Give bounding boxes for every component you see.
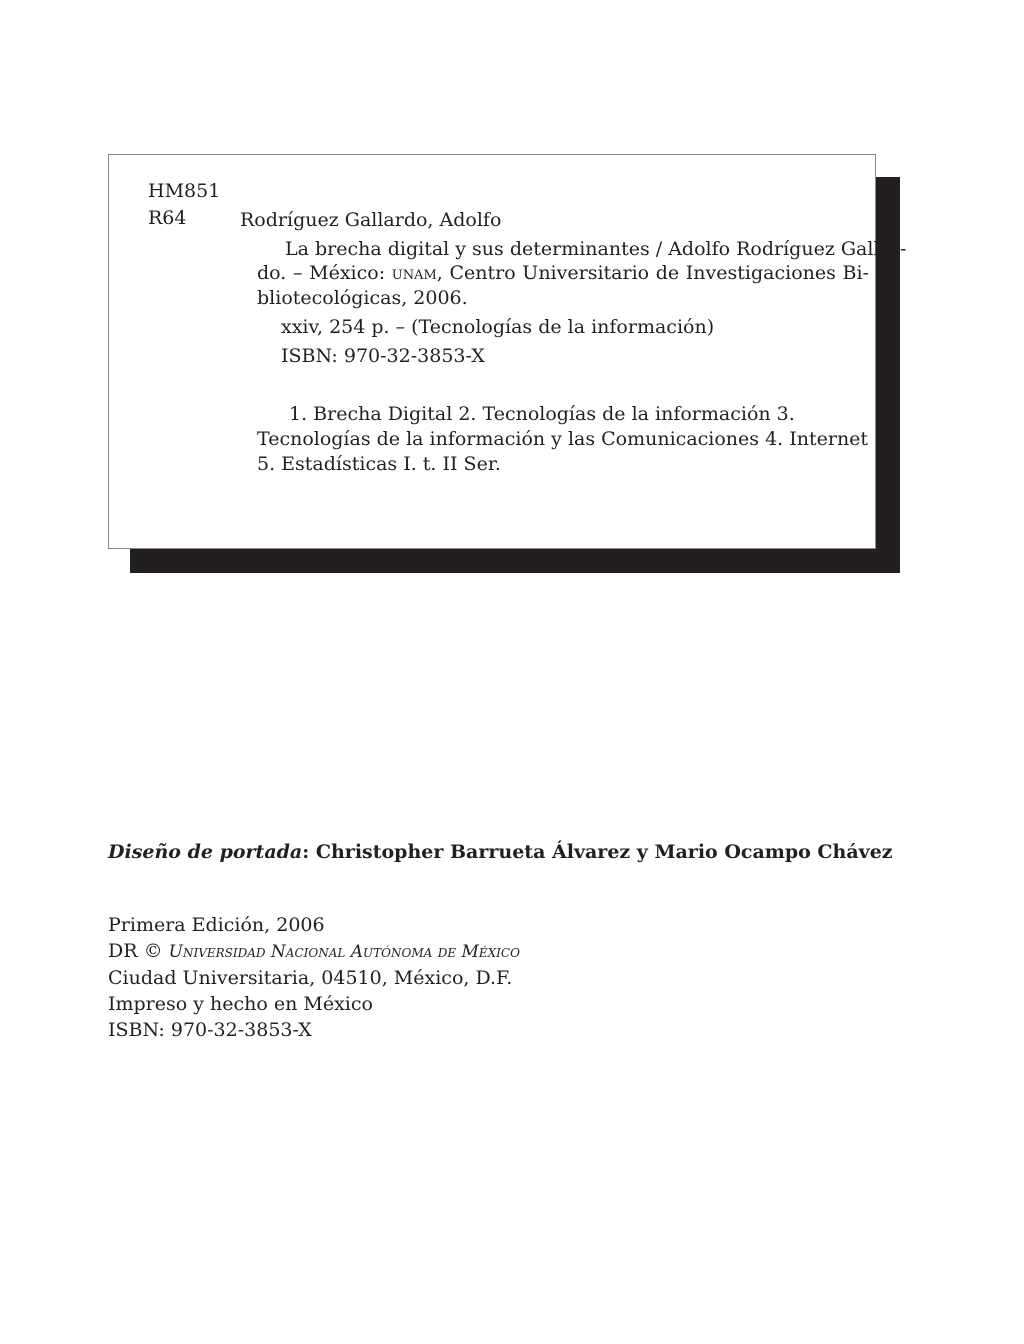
catalog-title-line1: La brecha digital y sus determinantes / Adolfo Rodríguez Gallar- — [285, 238, 907, 260]
rights-line — [108, 938, 520, 965]
call-number-line2: R64 — [148, 207, 187, 229]
imprint-isbn: ISBN: 970-32-3853-X — [108, 1019, 312, 1041]
catalog-pages: xxiv, 254 p. – (Tecnologías de la información) — [281, 316, 715, 338]
catalog-card — [108, 154, 907, 549]
address-line: Ciudad Universitaria, 04510, México, D.F. — [108, 967, 513, 989]
catalog-isbn: ISBN: 970-32-3853-X — [281, 345, 485, 367]
cover-design-separator: : — [302, 841, 316, 863]
catalog-subjects-line1: 1. Brecha Digital 2. Tecnologías de la información 3. — [289, 403, 795, 425]
catalog-title-line3: bliotecológicas, 2006. — [257, 287, 468, 309]
rights-holder: Universidad Nacional Autónoma de México — [168, 942, 520, 962]
edition-line: Primera Edición, 2006 — [108, 914, 325, 936]
printed-line: Impreso y hecho en México — [108, 993, 373, 1015]
catalog-title-line2-post: , Centro Universitario de Investigaciones Bi- — [436, 262, 869, 284]
cover-design-credit — [108, 838, 893, 866]
cover-design-names: Christopher Barrueta Álvarez y Mario Ocampo Chávez — [315, 841, 893, 863]
catalog-title-line2 — [257, 260, 869, 286]
imprint-block — [108, 912, 520, 1043]
catalog-subjects-line2: Tecnologías de la información y las Comunicaciones 4. Internet — [257, 428, 869, 450]
cover-design-label: Diseño de portada — [108, 841, 303, 863]
rights-prefix: DR © — [108, 940, 169, 962]
catalog-author: Rodríguez Gallardo, Adolfo — [240, 209, 502, 231]
catalog-subjects-line3: 5. Estadísticas I. t. II Ser. — [257, 453, 501, 475]
catalog-publisher-unam: unam — [391, 262, 437, 284]
call-number-line1: HM851 — [148, 180, 221, 202]
catalog-title-line2-pre: do. – México: — [257, 262, 392, 284]
